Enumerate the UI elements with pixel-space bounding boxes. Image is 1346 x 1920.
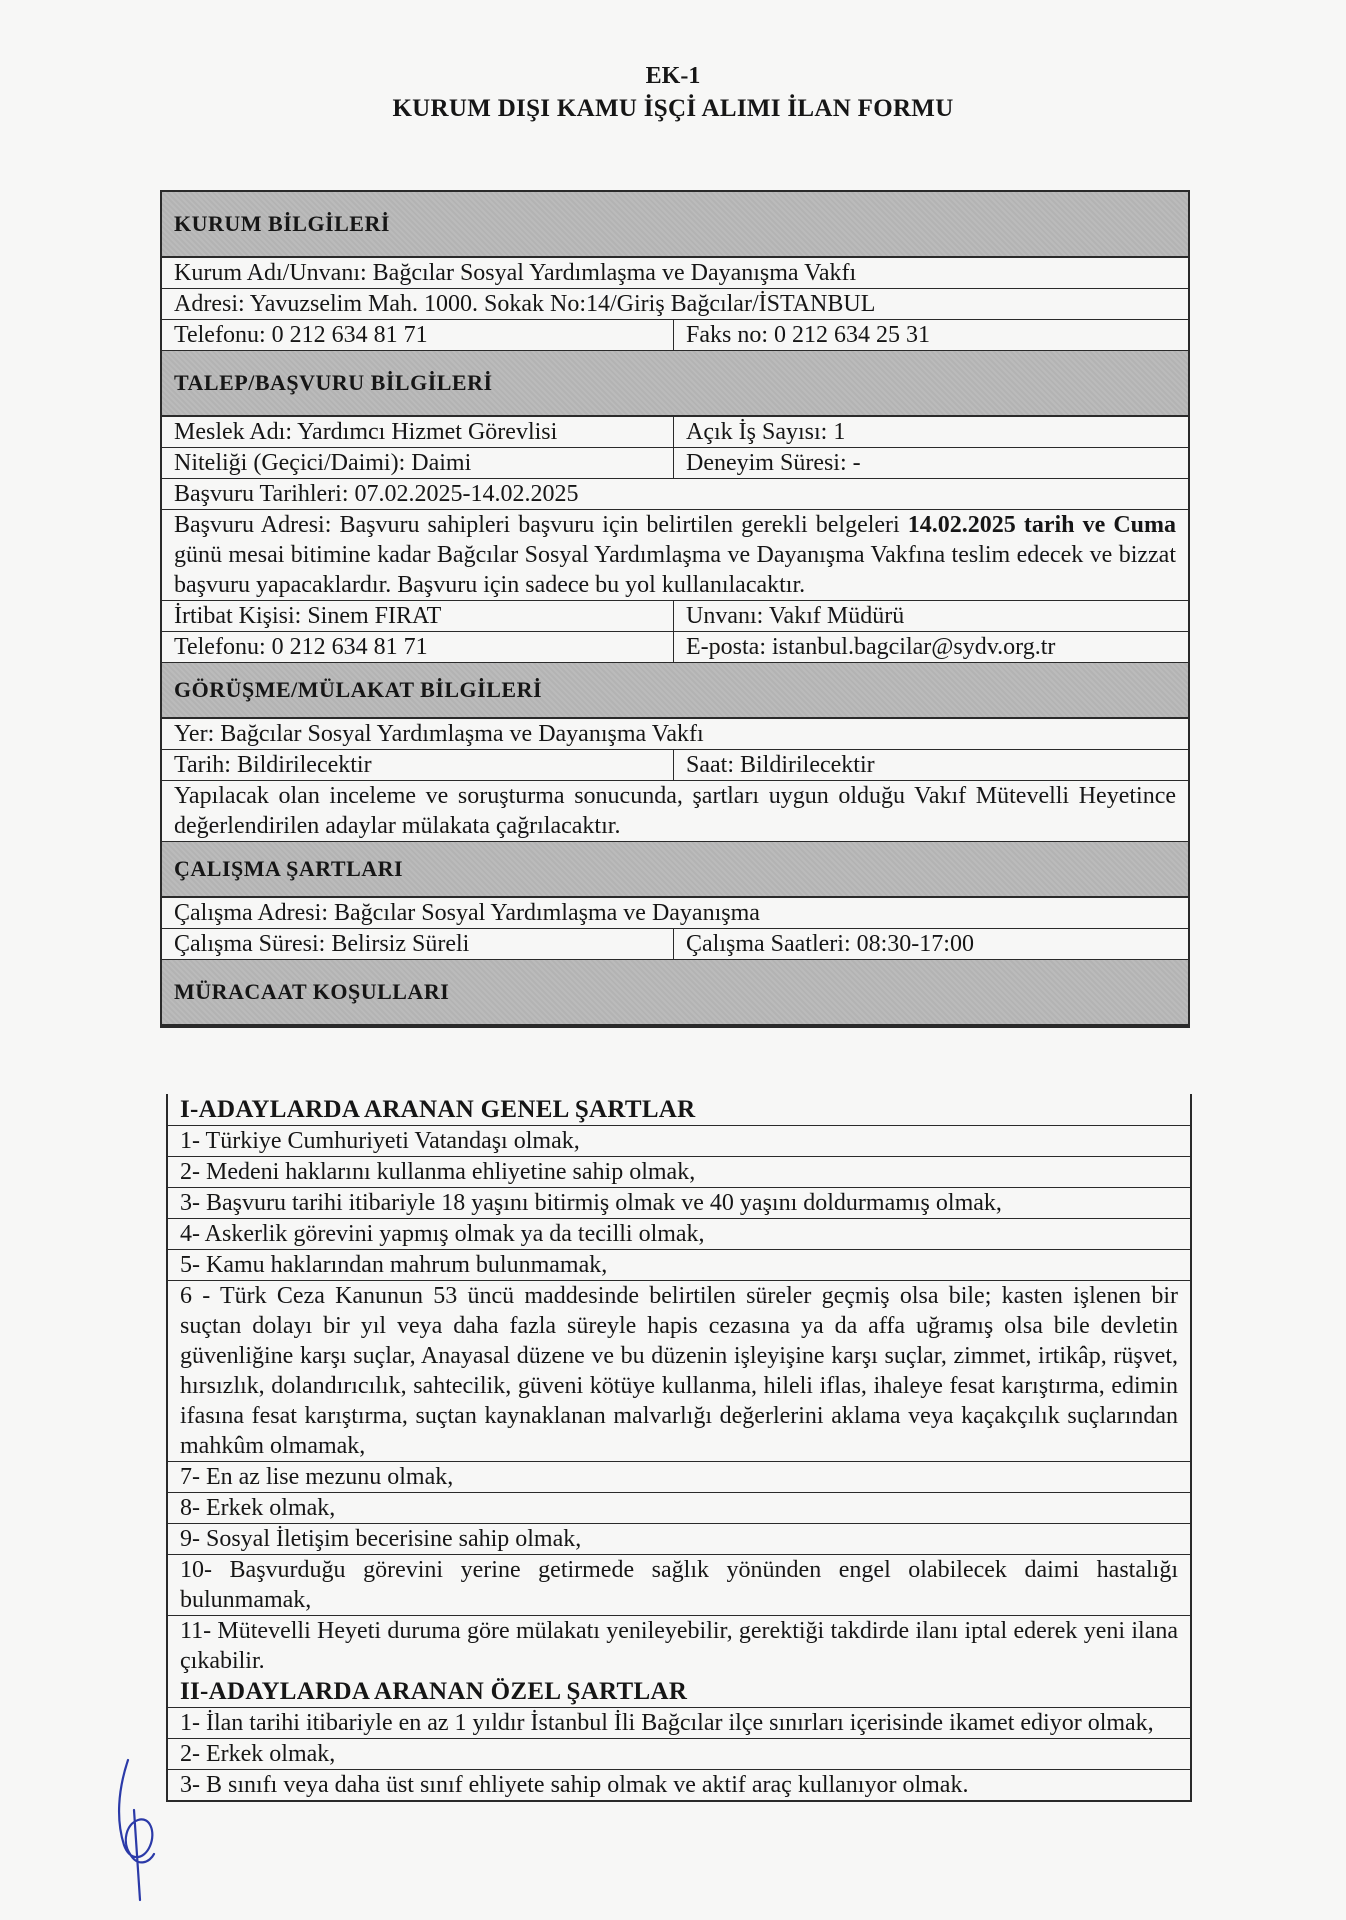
section-kurum-heading: KURUM BİLGİLERİ xyxy=(162,192,1188,258)
kurum-telefon: Telefonu: 0 212 634 81 71 xyxy=(162,320,674,350)
talep-nitelik-row xyxy=(162,448,1188,479)
list-item xyxy=(168,1616,1190,1676)
gorusme-yer: Yer: Bağcılar Sosyal Yardımlaşma ve Dayanışma Vakfı xyxy=(174,721,704,747)
kurum-faks: Faks no: 0 212 634 25 31 xyxy=(686,322,931,348)
list-item xyxy=(168,1462,1190,1493)
genel-sart-11: 11- Mütevelli Heyeti duruma göre mülakatı yenileyebilir, gerektiği takdirde ilanı iptal ederek yeni ilana çıkabilir. xyxy=(180,1618,1178,1674)
gorusme-saat: Saat: Bildirilecektir xyxy=(686,752,875,778)
ozel-sart-1: 1- İlan tarihi itibariyle en az 1 yıldır İstanbul İli Bağcılar ilçe sınırları içerisinde ikamet ediyor olmak, xyxy=(180,1710,1154,1736)
genel-sart-7: 7- En az lise mezunu olmak, xyxy=(180,1464,454,1490)
genel-sartlar-list xyxy=(168,1126,1190,1676)
list-item xyxy=(168,1126,1190,1157)
talep-unvan: Unvanı: Vakıf Müdürü xyxy=(686,603,905,629)
talep-meslek: Meslek Adı: Yardımcı Hizmet Görevlisi xyxy=(162,417,674,447)
kurum-adres-row xyxy=(162,289,1188,320)
list-item xyxy=(168,1708,1190,1739)
list-item xyxy=(168,1739,1190,1770)
kurum-ad: Kurum Adı/Unvanı: Bağcılar Sosyal Yardımlaşma ve Dayanışma Vakfı xyxy=(174,260,857,286)
list-item xyxy=(168,1555,1190,1616)
calisma-sure: Çalışma Süresi: Belirsiz Süreli xyxy=(162,929,674,959)
gorusme-aciklama: Yapılacak olan inceleme ve soruşturma sonucunda, şartları uygun olduğu Vakıf Mütevelli Heyetince değerlendirilen adaylar mülakata çağrılacaktır. xyxy=(174,783,1176,839)
page-header xyxy=(0,60,1346,126)
list-item xyxy=(168,1157,1190,1188)
talep-eposta: E-posta: istanbul.bagcilar@sydv.org.tr xyxy=(686,634,1056,660)
form-table xyxy=(160,190,1190,1028)
genel-sart-8: 8- Erkek olmak, xyxy=(180,1495,336,1521)
talep-adres-text-1: Başvuru Adresi: Başvuru sahipleri başvuru için belirtilen gerekli belgeleri xyxy=(174,512,908,538)
calisma-sure-row xyxy=(162,929,1188,960)
list-item xyxy=(168,1219,1190,1250)
conditions-table xyxy=(166,1094,1192,1802)
ozel-sart-3: 3- B sınıfı veya daha üst sınıf ehliyete sahip olmak ve aktif araç kullanıyor olmak. xyxy=(180,1772,969,1798)
calisma-adres-row xyxy=(162,898,1188,929)
section-talep-heading: TALEP/BAŞVURU BİLGİLERİ xyxy=(162,351,1188,417)
talep-telefon: Telefonu: 0 212 634 81 71 xyxy=(162,632,674,662)
talep-tarihler-row xyxy=(162,479,1188,510)
genel-sart-9: 9- Sosyal İletişim becerisine sahip olmak, xyxy=(180,1526,582,1552)
genel-sart-4: 4- Askerlik görevini yapmış olmak ya da tecilli olmak, xyxy=(180,1221,705,1247)
genel-sart-3: 3- Başvuru tarihi itibariyle 18 yaşını bitirmiş olmak ve 40 yaşını doldurmamış olmak, xyxy=(180,1190,1002,1216)
list-item xyxy=(168,1188,1190,1219)
talep-adres-row xyxy=(162,510,1188,601)
talep-iletisim-row xyxy=(162,632,1188,663)
section-muracaat-heading: MÜRACAAT KOŞULLARI xyxy=(162,960,1188,1026)
calisma-saatler: Çalışma Saatleri: 08:30-17:00 xyxy=(686,931,974,957)
kurum-iletisim-row xyxy=(162,320,1188,351)
list-item xyxy=(168,1250,1190,1281)
annex-label: EK-1 xyxy=(645,63,701,89)
kurum-ad-row xyxy=(162,258,1188,289)
list-item xyxy=(168,1493,1190,1524)
talep-meslek-row xyxy=(162,417,1188,448)
talep-adres xyxy=(162,510,1188,600)
ozel-sartlar-heading: II-ADAYLARDA ARANAN ÖZEL ŞARTLAR xyxy=(168,1676,1190,1708)
gorusme-zaman-row xyxy=(162,750,1188,781)
section-calisma-heading: ÇALIŞMA ŞARTLARI xyxy=(162,842,1188,898)
gorusme-aciklama-row xyxy=(162,781,1188,842)
genel-sart-1: 1- Türkiye Cumhuriyeti Vatandaşı olmak, xyxy=(180,1128,580,1154)
ozel-sart-2: 2- Erkek olmak, xyxy=(180,1741,336,1767)
talep-irtibat: İrtibat Kişisi: Sinem FIRAT xyxy=(162,601,674,631)
talep-irtibat-row xyxy=(162,601,1188,632)
genel-sart-6: 6 - Türk Ceza Kanunun 53 üncü maddesinde belirtilen süreler geçmiş olsa bile; kasten işlenen bir suçtan dolayı bir yıl veya daha fazla süreyle hapis cezasına ya da affa uğramış olsa bile devletin güvenliğine karşı suçlar, Anayasal düzene ve bu düzenin işleyişine karşı suçlar, zimmet, irtikâp, rüşvet, hırsızlık, dolandırıcılık, sahtecilik, güveni kötüye kullanma, hileli iflas, ihaleye fesat karıştırma, edimin ifasına fesat karıştırma, suçtan kaynaklanan malvarlığı değerlerini aklama veya kaçakçılık suçlarından mahkûm olmamak, xyxy=(180,1283,1178,1459)
talep-adres-text-2: günü mesai bitimine kadar Bağcılar Sosyal Yardımlaşma ve Dayanışma Vakfına teslim edecek ve bizzat başvuru yapacaklardır. Başvuru için sadece bu yol kullanılacaktır. xyxy=(174,542,1176,598)
genel-sart-2: 2- Medeni haklarını kullanma ehliyetine sahip olmak, xyxy=(180,1159,696,1185)
genel-sart-10: 10- Başvurduğu görevini yerine getirmede sağlık yönünden engel olabilecek daimi hastalığı bulunmamak, xyxy=(180,1557,1178,1613)
talep-tarihler: Başvuru Tarihleri: 07.02.2025-14.02.2025 xyxy=(174,481,579,507)
gorusme-yer-row xyxy=(162,719,1188,750)
list-item xyxy=(168,1770,1190,1800)
talep-acik-is: Açık İş Sayısı: 1 xyxy=(686,419,846,445)
section-gorusme-heading: GÖRÜŞME/MÜLAKAT BİLGİLERİ xyxy=(162,663,1188,719)
genel-sartlar-heading: I-ADAYLARDA ARANAN GENEL ŞARTLAR xyxy=(168,1094,1190,1126)
form-title: KURUM DIŞI KAMU İŞÇİ ALIMI İLAN FORMU xyxy=(392,95,954,122)
kurum-adres: Adresi: Yavuzselim Mah. 1000. Sokak No:14/Giriş Bağcılar/İSTANBUL xyxy=(174,291,876,317)
list-item xyxy=(168,1524,1190,1555)
list-item xyxy=(168,1281,1190,1462)
talep-nitelik: Niteliği (Geçici/Daimi): Daimi xyxy=(162,448,674,478)
ozel-sartlar-list xyxy=(168,1708,1190,1800)
gorusme-tarih: Tarih: Bildirilecektir xyxy=(162,750,674,780)
handwritten-signature xyxy=(110,1750,170,1910)
calisma-adres: Çalışma Adresi: Bağcılar Sosyal Yardımlaşma ve Dayanışma xyxy=(174,900,760,926)
talep-adres-bold: 14.02.2025 tarih ve Cuma xyxy=(907,512,1176,538)
talep-deneyim: Deneyim Süresi: - xyxy=(686,450,861,476)
genel-sart-5: 5- Kamu haklarından mahrum bulunmamak, xyxy=(180,1252,608,1278)
